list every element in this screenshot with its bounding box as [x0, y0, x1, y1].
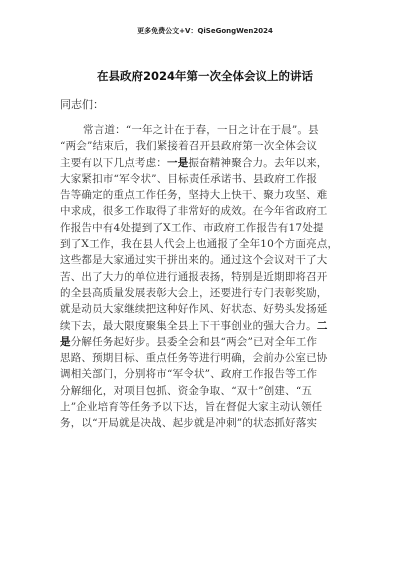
body-line: 分解细化，对项目包抓、资金争取、“双十”创建、“五: [60, 384, 313, 397]
point-marker-two: 二: [316, 319, 328, 332]
header-note: 更多免费公文+V：QiSeGongWen2024: [137, 27, 273, 35]
body-text-segment: 分解任务起好步。县委全会和县“两会”已对全年工作: [70, 335, 318, 348]
body-line: 调相关部门，分别将市“军令状”、政府工作报告等工作: [60, 368, 318, 381]
point-marker-one: 一是: [167, 156, 189, 169]
body-line: [60, 318, 360, 334]
body-line: 就是动员大家继续把这种好作风、好状态、好势头发扬延: [60, 303, 328, 316]
body-line: 作报告中有4处提到了X工作、市政府工作报告有17处提: [60, 221, 324, 234]
body-line: [60, 155, 360, 171]
body-line: 常言道：“一年之计在于春，一日之计在于晨”。县: [83, 124, 319, 136]
salutation: 同志们：: [60, 98, 104, 111]
body-line: 中求成，很多工作取得了非常好的成效。在今年省政府工: [60, 205, 328, 218]
body-line: 思路、预期目标、重点任务等进行明确，会前办公室已协: [60, 352, 328, 365]
document-title: 在县政府2024年第一次全体会议上的讲话: [96, 69, 313, 83]
body-text-segment: 主要有以下几点考虑：: [60, 156, 167, 169]
body-line: 上”企业培育等任务予以下达，旨在督促大家主动认领任: [60, 401, 323, 414]
body-line: [60, 334, 360, 350]
body-line: 的全县高质量发展表彰大会上，还要进行专门表彰奖励，: [60, 286, 328, 299]
body-line: 大家紧扣市“军令状”、目标责任承诺书、县政府工作报: [60, 172, 318, 185]
body-line: 到了X工作，我在县人代会上也通报了全年10个方面亮点，: [60, 238, 339, 251]
body-line: 苦、出了大力的单位进行通报表扬，特别是近期即将召开: [60, 270, 328, 283]
body-line: 告等确定的重点工作任务，坚持大上快干、聚力攻坚、难: [60, 189, 328, 202]
body-line: 这些都是大家通过实干拼出来的。通过这个会议对干了大: [60, 254, 328, 267]
body-text-segment: 振奋精神聚合力。去年以来，: [188, 156, 328, 169]
point-marker-two-cont: 是: [60, 335, 71, 348]
body-text: [60, 122, 360, 432]
body-line: “两会”结束后，我们紧接着召开县政府第一次全体会议: [60, 140, 318, 153]
body-text-segment: 续下去，最大限度聚集全县上下干事创业的强大合力。: [60, 319, 317, 332]
body-line: 务，以“开局就是决战、起步就是冲刺”的状态抓好落实: [60, 417, 318, 430]
